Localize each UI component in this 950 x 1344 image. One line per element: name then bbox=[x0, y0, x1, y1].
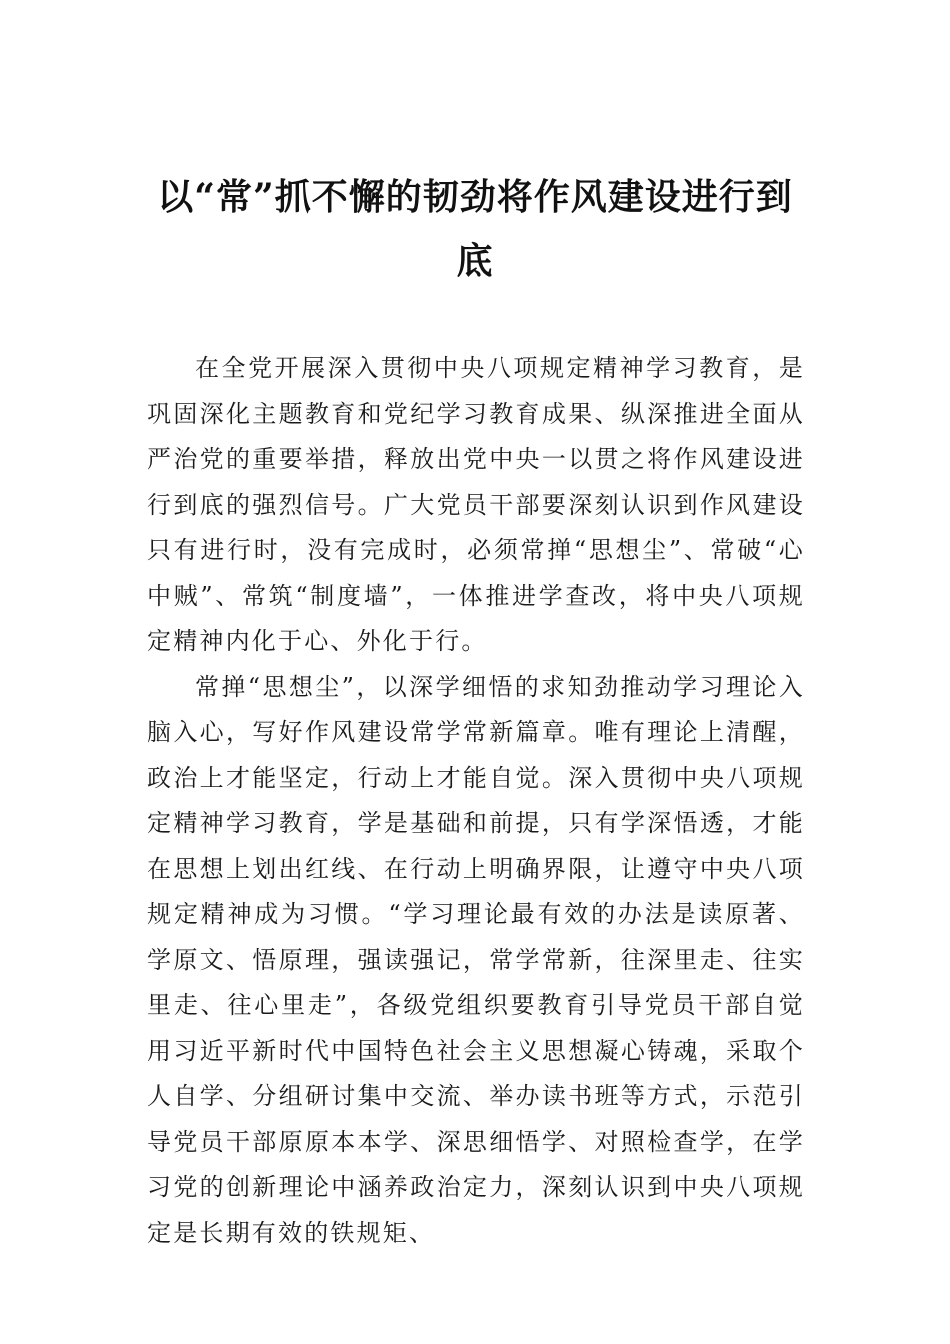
body-paragraph-1: 在全党开展深入贯彻中央八项规定精神学习教育，是巩固深化主题教育和党纪学习教育成果、纵深推进全面从严治党的重要举措，释放出党中央一以贯之将作风建设进行到底的强烈信号。广大党员干部要深刻认识到作风建设只有进行时，没有完成时，必须常掸“思想尘”、常破“心中贼”、常筑“制度墙”，一体推进学查改，将中央八项规定精神内化于心、外化于行。 bbox=[147, 354, 805, 655]
document-body bbox=[147, 346, 805, 1256]
document-title: 以“常”抓不懈的韧劲将作风建设进行到底 bbox=[157, 176, 793, 282]
body-paragraph-2: 常掸“思想尘”，以深学细悟的求知劲推动学习理论入脑入心，写好作风建设常学常新篇章。唯有理论上清醒，政治上才能坚定，行动上才能自觉。深入贯彻中央八项规定精神学习教育，学是基础和前提，只有学深悟透，才能在思想上划出红线、在行动上明确界限，让遵守中央八项规定精神成为习惯。“学习理论最有效的办法是读原著、学原文、悟原理，强读强记，常学常新，往深里走、往实里走、往心里走”，各级党组织要教育引导党员干部自觉用习近平新时代中国特色社会主义思想凝心铸魂，采取个人自学、分组研讨集中交流、举办读书班等方式，示范引导党员干部原原本本学、深思细悟学、对照检查学，在学习党的创新理论中涵养政治定力，深刻认识到中央八项规定是长期有效的铁规矩、 bbox=[147, 672, 805, 1247]
